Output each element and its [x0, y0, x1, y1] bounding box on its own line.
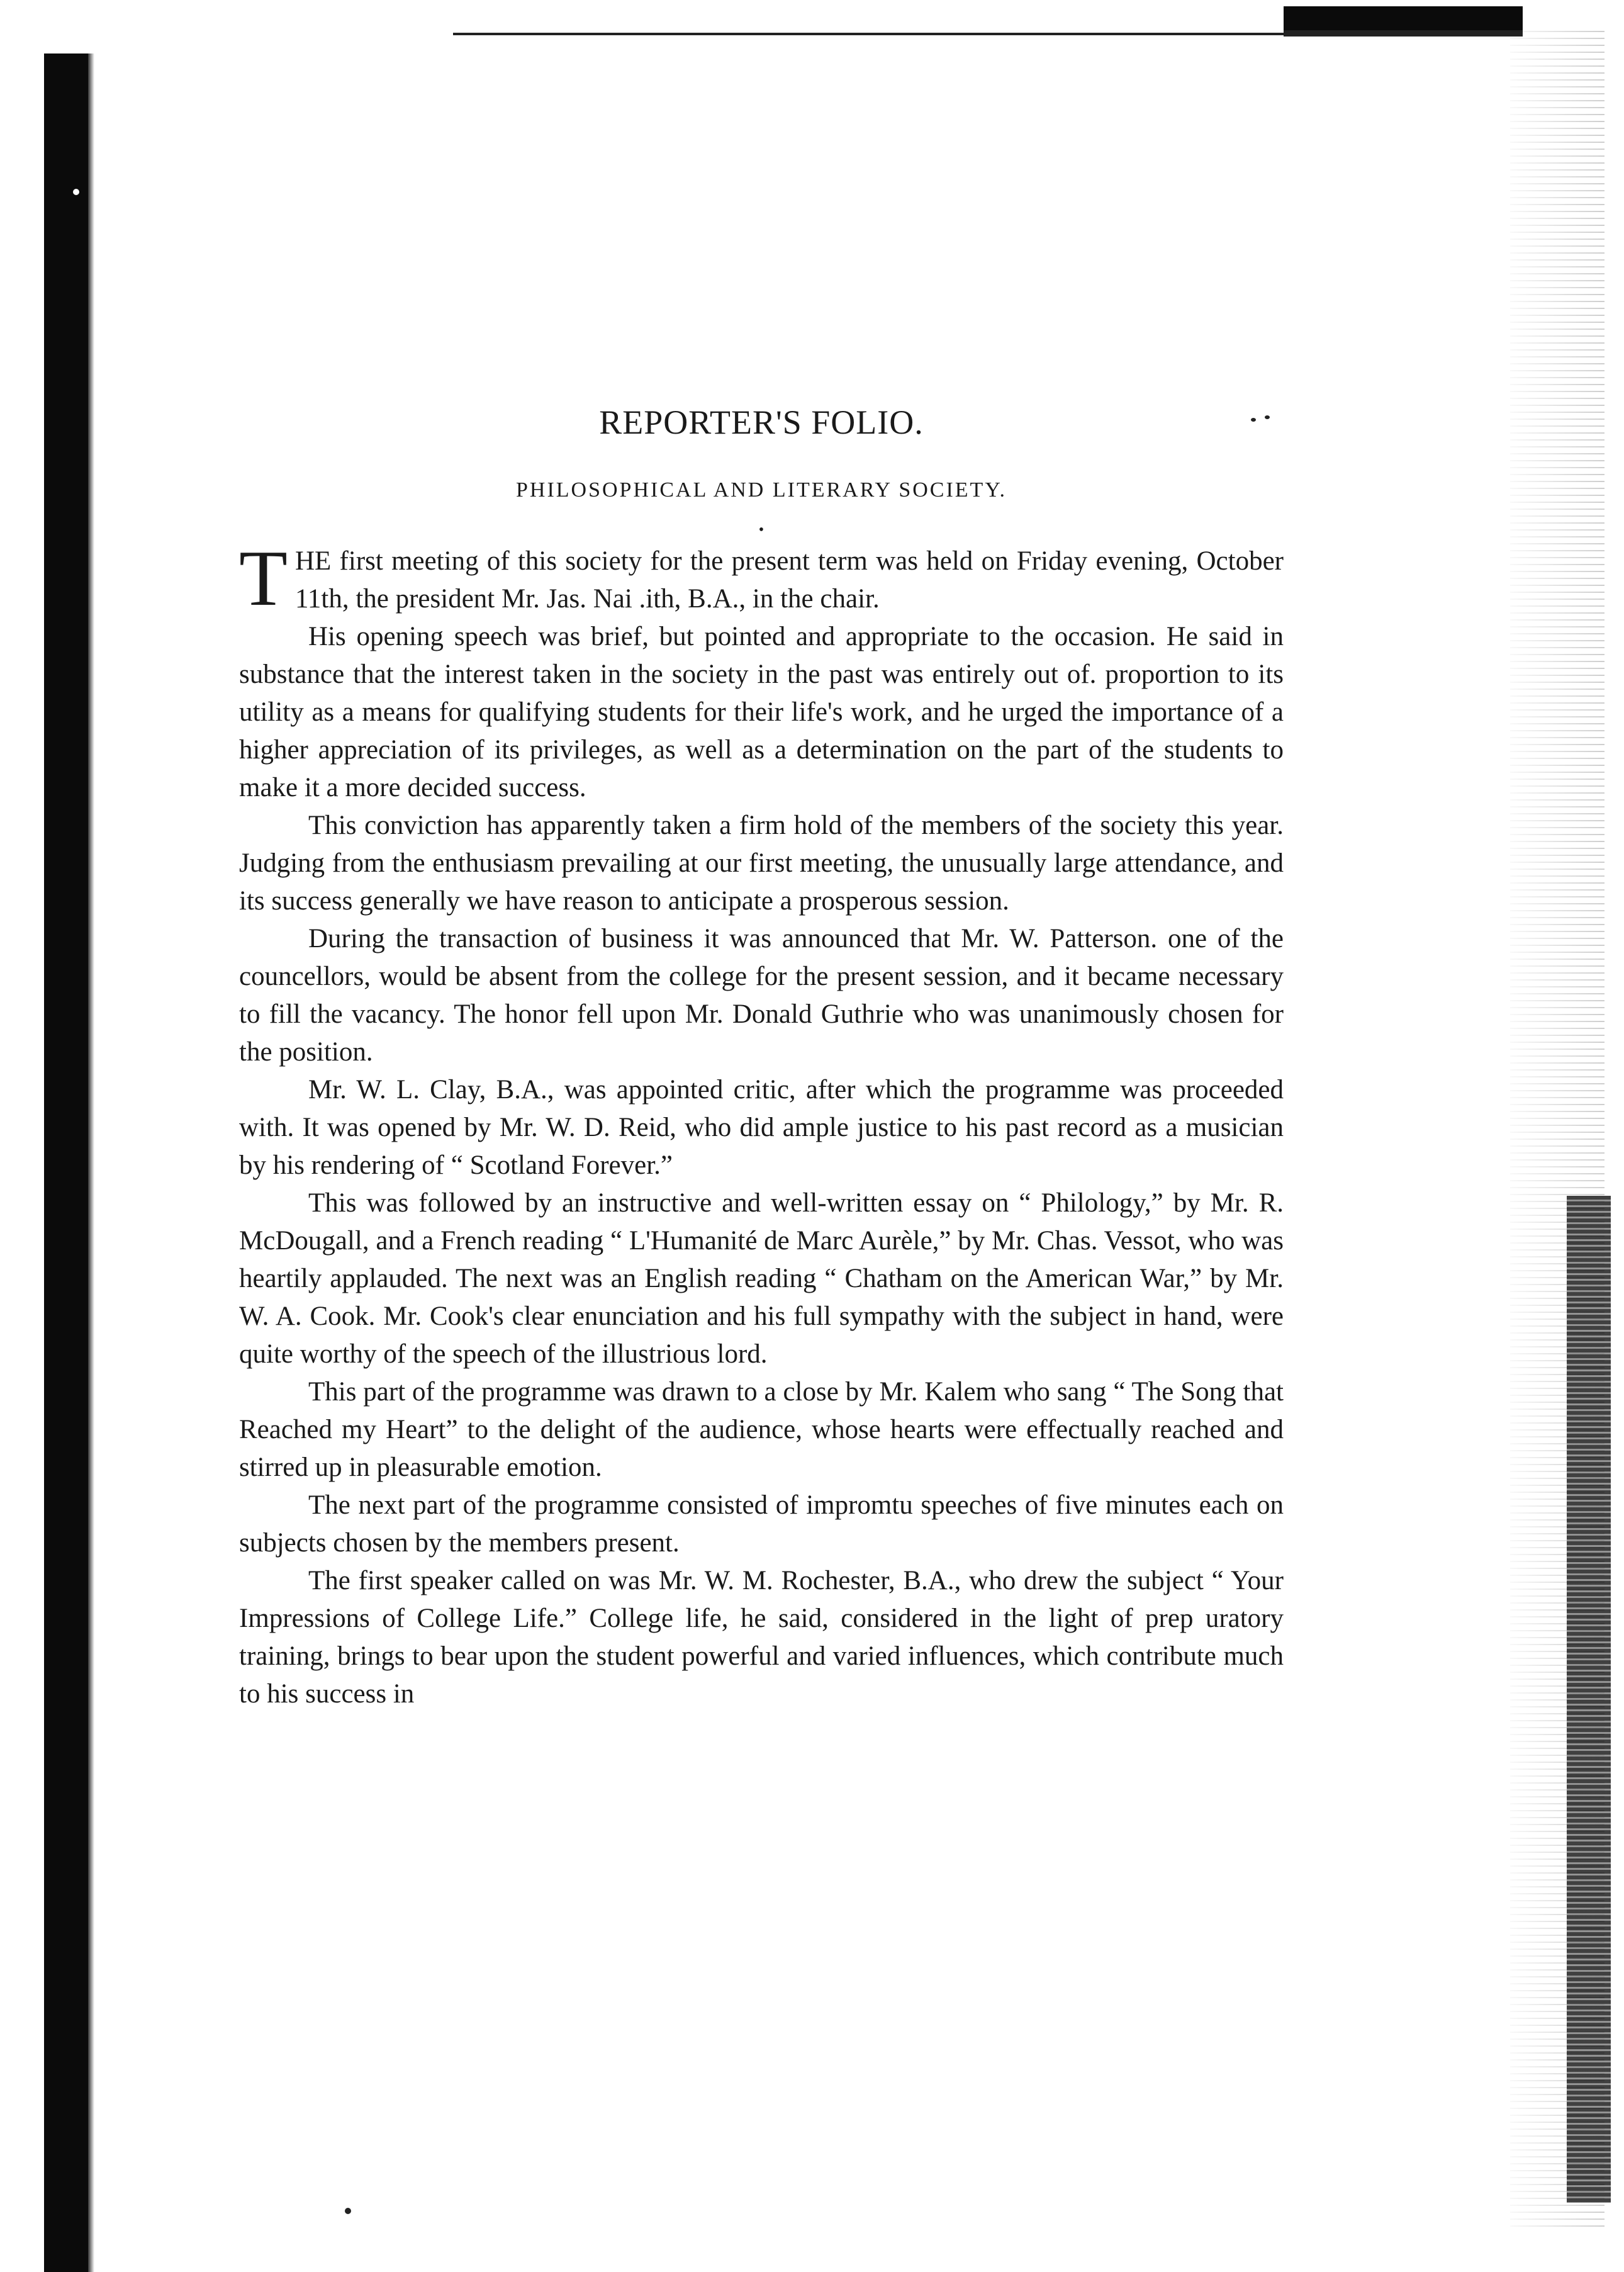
scan-speck: [345, 2208, 351, 2214]
scan-binding-shadow: [44, 53, 88, 2272]
paragraph: This conviction has apparently taken a firm hold of the members of the society this year. Judging from the enthusiasm prevailing at our first meeting, the unusually large attendance, and its success generally we have reason to anticipate a prosperous session.: [239, 811, 1284, 916]
scan-speck: [73, 189, 79, 195]
top-rule-tail: [1284, 30, 1523, 37]
section-title: PHILOSOPHICAL AND LITERARY SOCIETY.: [515, 478, 1007, 502]
paragraph: The next part of the programme consisted of impromtu speeches of five minutes each on subjects chosen by the members present.: [239, 1490, 1284, 1558]
page-title: REPORTER'S FOLIO.: [599, 403, 924, 441]
paragraph: This part of the programme was drawn to a close by Mr. Kalem who sang “ The Song that Reached my Heart” to the delight of the audience, whose hearts were effectually reached and stirred up in pleasurable emotion.: [239, 1377, 1284, 1482]
drop-cap: T: [239, 535, 288, 622]
opening-paragraph: [239, 535, 1284, 622]
opening-paragraph-text: HE first meeting of this society for the present term was held on Friday evening, October 11th, the president Mr. Jas. Nai .ith, B.A., in the chair.: [294, 546, 1284, 614]
separator-dot: •: [758, 522, 764, 538]
scan-page-edge-dark: [1567, 1196, 1611, 2203]
paragraph: Mr. W. L. Clay, B.A., was appointed critic, after which the programme was proceeded with. It was opened by Mr. W. D. Reid, who did ample justice to his past record as a musician by his rendering of “ Scotland Forever.”: [239, 1075, 1284, 1180]
scan-binding-edge: [88, 53, 94, 2272]
paragraph: During the transaction of business it was announced that Mr. W. Patterson. one of the councellors, would be absent from the college for the present session, and it became necessary to fill the vacancy. The honor fell upon Mr. Donald Guthrie who was unanimously chosen for the position.: [239, 924, 1284, 1067]
paragraph: His opening speech was brief, but pointed and appropriate to the occasion. He said in substance that the interest taken in the society in the past was entirely out of. proportion to its utility as a means for qualifying students for their life's work, and he urged the importance of a higher appreciation of its privileges, as well as a determination on the part of the students to make it a more decided success.: [239, 622, 1284, 802]
top-rule-dark-segment: [1284, 6, 1523, 31]
paragraph: The first speaker called on was Mr. W. M. Rochester, B.A., who drew the subject “ Your Impressions of College Life.” College life, he said, considered in the light of prep uratory training, brings to bear upon the student powerful and varied influences, which contribute much to his success in: [239, 1566, 1284, 1709]
paragraph: This was followed by an instructive and well-written essay on “ Philology,” by Mr. R. McDougall, and a French reading “ L'Humanité de Marc Aurèle,” by Mr. Chas. Vessot, who was heartily applauded. The next was an English reading “ Chatham on the American War,” by Mr. W. A. Cook. Mr. Cook's clear enunciation and his full sympathy with the subject in hand, were quite worthy of the speech of the illustrious lord.: [239, 1188, 1284, 1369]
document-page: [239, 403, 1284, 1713]
top-rule: [453, 33, 1284, 35]
